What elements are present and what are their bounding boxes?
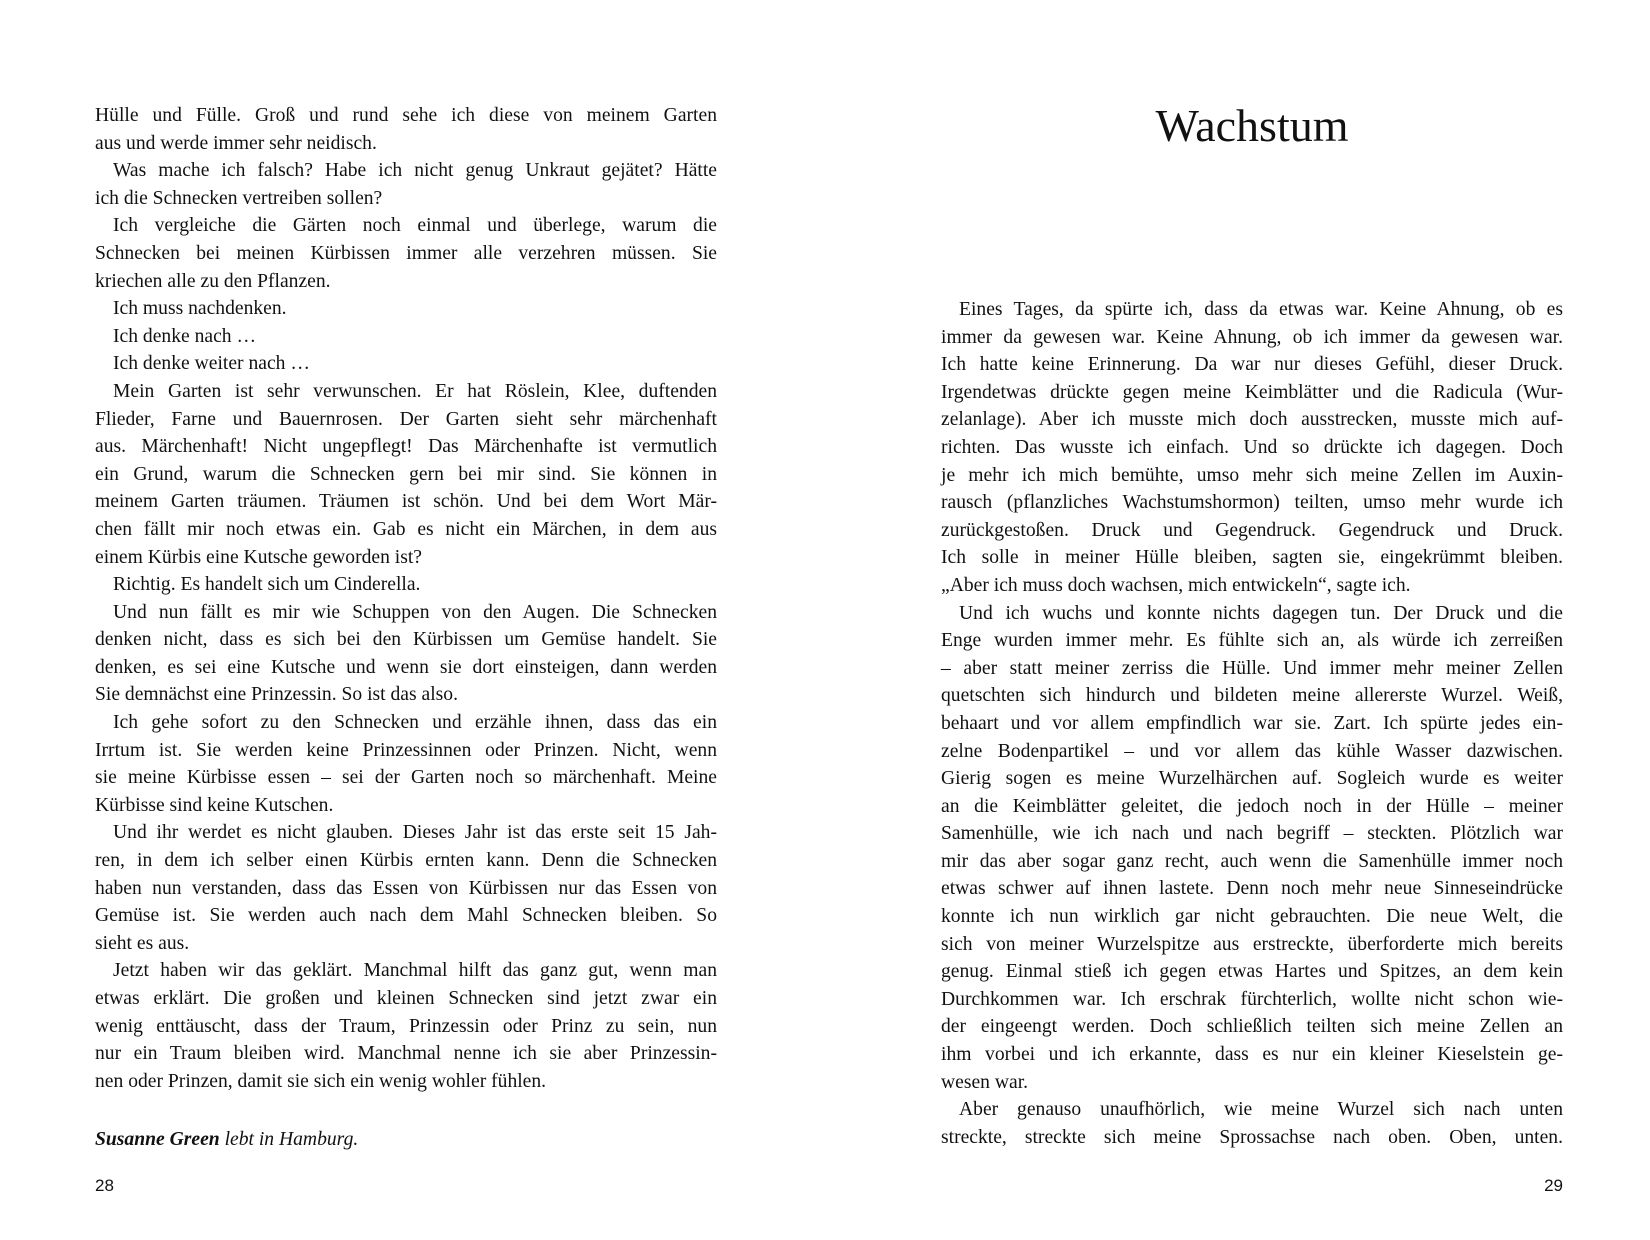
text-line: haben nun verstanden, dass das Essen von Kürbissen nur das Essen von [95,877,717,899]
paragraph [95,378,717,571]
text-line: immer da gewesen war. Keine Ahnung, ob ich immer da gewesen war. [941,326,1563,348]
paragraph [95,295,717,323]
text-line: aus und werde immer sehr neidisch. [95,132,377,154]
chapter-title: Wachstum [1155,100,1349,151]
page-number-left: 28 [95,1176,114,1195]
text-line: Ich gehe sofort zu den Schnecken und erzähle ihnen, dass das ein [113,712,717,734]
text-line: einem Kürbis eine Kutsche geworden ist? [95,546,423,568]
text-line: Und nun fällt es mir wie Schuppen von den Augen. Die Schnecken [113,601,717,623]
text-line: Irgendetwas drückte gegen meine Keimblätter und die Radicula (Wur- [941,381,1563,403]
text-line: Und ihr werdet es nicht glauben. Dieses Jahr ist das erste seit 15 Jah- [113,822,717,844]
paragraph [95,350,717,378]
paragraph [95,157,717,212]
text-line: Richtig. Es handelt sich um Cinderella. [113,574,421,596]
text-line: nen oder Prinzen, damit sie sich ein wenig wohler fühlen. [95,1070,547,1092]
text-line: Ich solle in meiner Hülle bleiben, sagten sie, eingekrümmt bleiben. [941,547,1563,569]
text-line: wenig enttäuscht, dass der Traum, Prinzessin oder Prinz zu sein, nun [95,1015,717,1037]
text-line: ich die Schnecken vertreiben sollen? [95,187,383,209]
text-line: ihm vorbei und ich erkannte, dass es nur ein kleiner Kieselstein ge- [941,1044,1563,1066]
text-line: zelne Bodenpartikel – und vor allem das kühle Wasser dazwischen. [941,740,1563,762]
text-line: Enge wurden immer mehr. Es fühlte sich an, als würde ich zerreißen [941,630,1563,652]
text-line: sie meine Kürbisse essen – sei der Garten noch so märchenhaft. Meine [95,767,717,789]
left-page-body [95,102,717,1095]
text-line: Was mache ich falsch? Habe ich nicht genug Unkraut gejätet? Hätte [113,160,717,182]
text-line: chen fällt mir noch etwas ein. Gab es nicht ein Märchen, in dem aus [95,518,717,540]
text-line: konnte ich nun wirklich gar nicht gebrauchten. Die neue Welt, die [941,906,1563,928]
text-line: richten. Das wusste ich einfach. Und so drückte ich dagegen. Doch [941,436,1563,458]
text-line: nur ein Traum bleiben wird. Manchmal nenne ich sie aber Prinzessin- [95,1043,717,1065]
text-line: aus. Märchenhaft! Nicht ungepflegt! Das Märchenhafte ist vermutlich [95,436,717,458]
text-line: je mehr ich mich bemühte, umso mehr sich meine Zellen im Auxin- [941,464,1563,486]
paragraph [941,600,1563,1097]
paragraph [95,212,717,295]
text-line: Schnecken bei meinen Kürbissen immer alle verzehren müssen. Sie [95,242,717,264]
text-line: Mein Garten ist sehr verwunschen. Er hat Röslein, Klee, duftenden [113,380,717,402]
text-line: Kürbisse sind keine Kutschen. [95,794,334,816]
text-line: kriechen alle zu den Pflanzen. [95,270,331,292]
paragraph [95,709,717,819]
paragraph [95,102,717,157]
paragraph [941,1096,1563,1151]
paragraph [95,571,717,599]
text-line: behaart und vor allem empfindlich war sie. Zart. Ich spürte jedes ein- [941,712,1563,734]
text-line: Ich hatte keine Erinnerung. Da war nur dieses Gefühl, dieser Druck. [941,354,1563,376]
paragraph [95,323,717,351]
right-page-body [941,296,1563,1151]
text-line: quetschten sich hindurch und bildeten meine allererste Wurzel. Weiß, [941,685,1563,707]
text-line: sich von meiner Wurzelspitze aus erstreckte, überforderte mich bereits [941,933,1563,955]
text-line: wesen war. [941,1071,1029,1093]
text-line: Samenhülle, wie ich nach und nach begriff – steckten. Plötzlich war [941,823,1563,845]
text-line: meinem Garten träumen. Träumen ist schön. Und bei dem Wort Mär- [95,491,717,513]
text-line: Ich denke weiter nach … [113,353,310,375]
text-line: „Aber ich muss doch wachsen, mich entwickeln“, sagte ich. [941,574,1411,596]
text-line: Durchkommen war. Ich erschrak fürchterlich, wollte nicht schon wie- [941,988,1563,1010]
text-line: Sie demnächst eine Prinzessin. So ist das also. [95,684,458,706]
text-line: rausch (pflanzliches Wachstumshormon) teilten, umso mehr wurde ich [941,492,1563,514]
text-line: Und ich wuchs und konnte nichts dagegen tun. Der Druck und die [959,602,1563,624]
paragraph [941,296,1563,600]
text-line: ein Grund, warum die Schnecken gern bei mir sind. Sie können in [95,463,717,485]
text-line: zelanlage). Aber ich musste mich doch ausstrecken, musste mich auf- [941,409,1563,431]
text-line: an die Keimblätter geleitet, die jedoch noch in der Hülle – meiner [941,795,1563,817]
paragraph [95,957,717,1095]
text-line: Ich vergleiche die Gärten noch einmal und überlege, warum die [113,215,717,237]
text-line: denken, es sei eine Kutsche und wenn sie dort einsteigen, dann werden [95,656,717,678]
text-line: Jetzt haben wir das geklärt. Manchmal hilft das ganz gut, wenn man [113,960,717,982]
text-line: ren, in dem ich selber einen Kürbis ernten kann. Denn die Schnecken [95,850,717,872]
text-line: denken nicht, dass es sich bei den Kürbissen um Gemüse handelt. Sie [95,629,717,651]
text-line: Ich muss nachdenken. [113,298,287,320]
author-name: Susanne Green [95,1129,220,1150]
text-line: Hülle und Fülle. Groß und rund sehe ich diese von meinem Garten [95,105,717,126]
text-line: der eingeengt werden. Doch schließlich teilten sich meine Zellen an [941,1016,1563,1038]
paragraph [95,599,717,709]
text-line: genug. Einmal stieß ich gegen etwas Hartes und Spitzes, an dem kein [941,961,1563,983]
author-note [95,1126,358,1154]
paragraph [95,819,717,957]
text-line: zurückgestoßen. Druck und Gegendruck. Gegendruck und Druck. [941,519,1563,541]
text-line: mir das aber sogar ganz recht, auch wenn die Samenhülle immer noch [941,850,1563,872]
text-line: Aber genauso unaufhörlich, wie meine Wurzel sich nach unten [959,1099,1563,1121]
text-line: Gemüse ist. Sie werden auch nach dem Mahl Schnecken bleiben. So [95,905,717,927]
text-line: etwas schwer auf ihnen lastete. Denn noch mehr neue Sinneseindrücke [941,878,1563,900]
text-line: Flieder, Farne und Bauernrosen. Der Garten sieht sehr märchenhaft [95,408,717,430]
author-location: lebt in Hamburg. [219,1129,359,1150]
text-line: streckte, streckte sich meine Sprossachse nach oben. Oben, unten. [941,1126,1563,1148]
text-line: Gierig sogen es meine Wurzelhärchen auf. Sogleich wurde es weiter [941,768,1563,790]
text-line: Irrtum ist. Sie werden keine Prinzessinnen oder Prinzen. Nicht, wenn [95,739,717,761]
text-line: etwas erklärt. Die großen und kleinen Schnecken sind jetzt zwar ein [95,988,717,1009]
text-line: Eines Tages, da spürte ich, dass da etwas war. Keine Ahnung, ob es [959,299,1563,320]
text-line: – aber statt meiner zerriss die Hülle. Und immer mehr meiner Zellen [941,657,1563,679]
page-number-right: 29 [1544,1176,1563,1195]
text-line: sieht es aus. [95,932,190,954]
text-line: Ich denke nach … [113,325,257,347]
